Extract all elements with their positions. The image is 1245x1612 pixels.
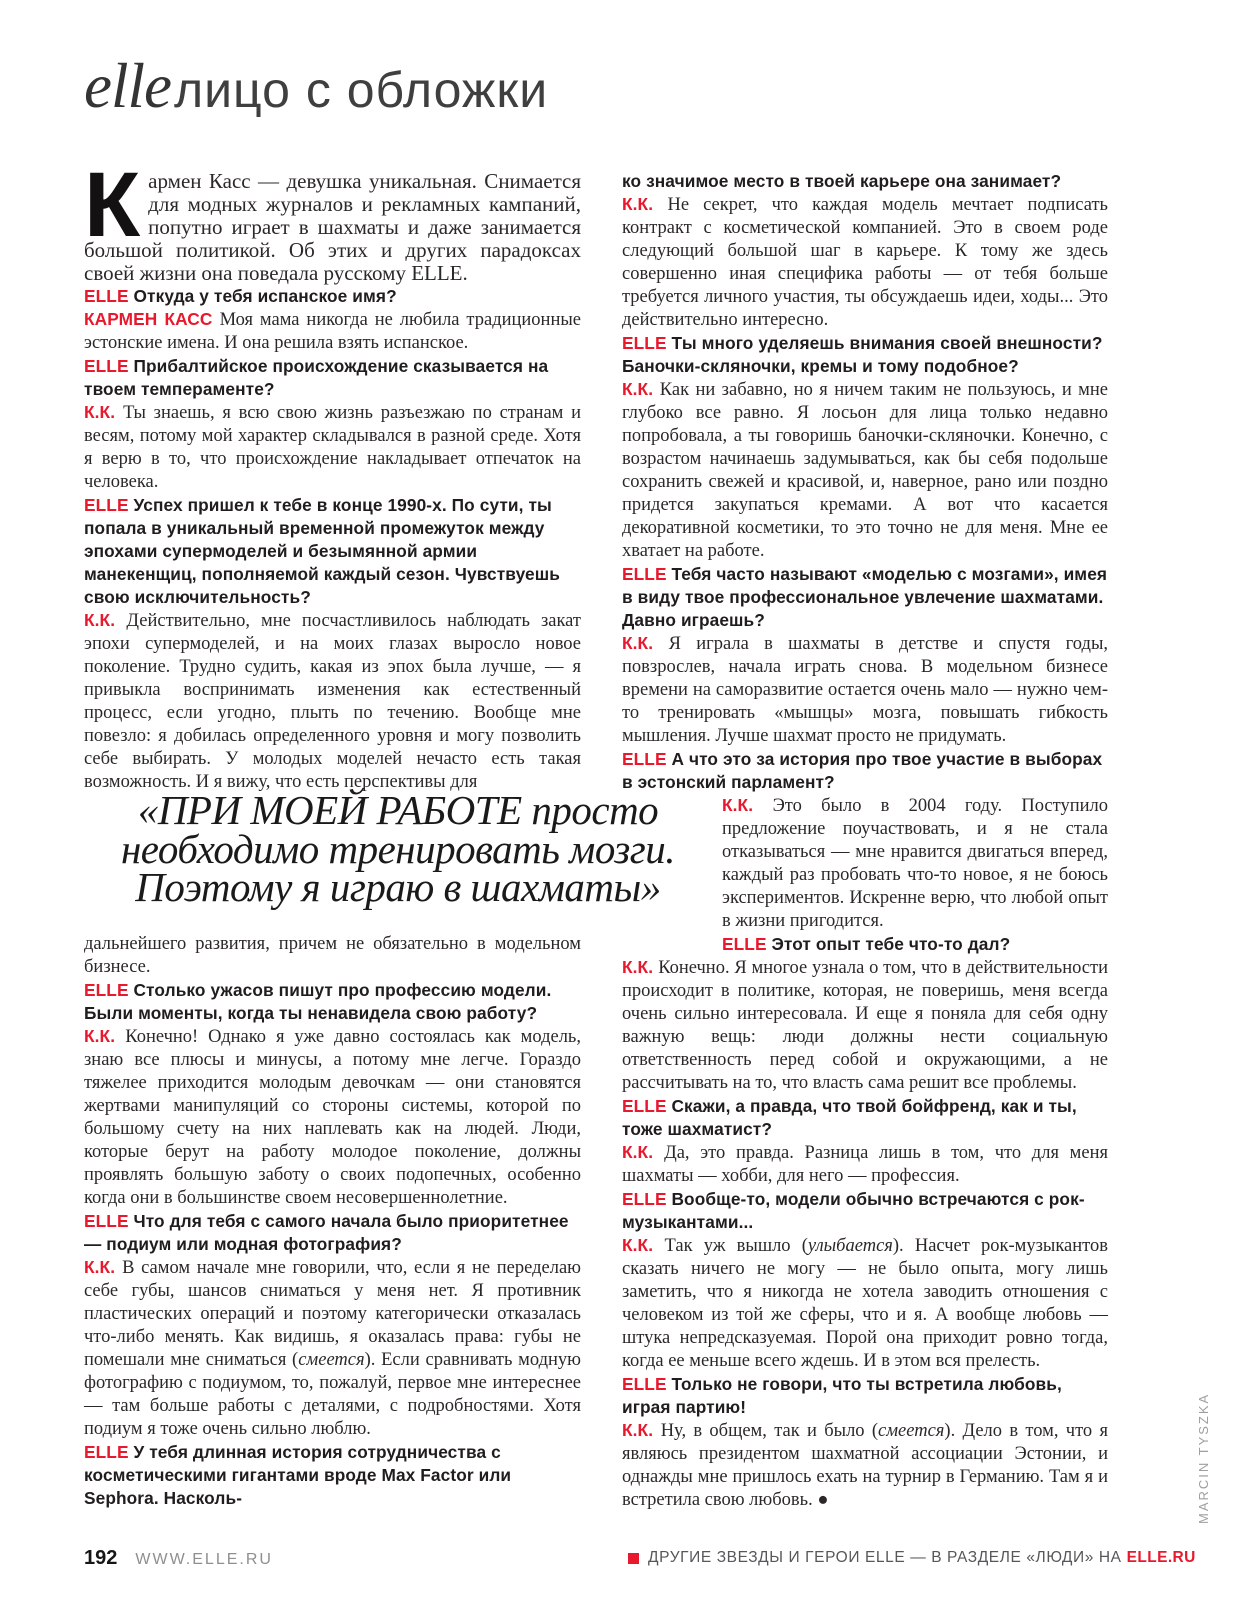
interview-answer: К.К. Да, это правда. Разница лишь в том, что для меня шахматы — хобби, для него — профессия. — [622, 1142, 1108, 1186]
interview-answer: К.К. Действительно, мне посчастливилось наблюдать закат эпохи супермоделей, и на моих глазах выросло новое поколение. Трудно судить, какая из эпох была лучше, — я привыкла воспринимать изменения как естественный процесс, если угодно, плыть по течению. Вообще мне повезло: я добилась определенного уровня и могу позволить себе выбирать. У молодых моделей нечасто есть такая возможность. И я вижу, что есть перспективы для — [84, 610, 582, 792]
speaker-label: ELLE — [622, 1374, 672, 1394]
interview-question: ELLE Ты много уделяешь внимания своей внешности? Баночки-скляночки, кремы и тому подобное? — [622, 333, 1103, 376]
page-number: 192 — [84, 1547, 118, 1569]
speaker-label: К.К. — [622, 633, 669, 653]
interview-question: ELLE Тебя часто называют «моделью с мозгами», имея в виду твое профессиональное увлечение шахматами. Давно играешь? — [622, 564, 1108, 630]
speaker-label: К.К. — [722, 795, 773, 815]
speaker-label: ELLE — [622, 1189, 672, 1209]
speaker-label: К.К. — [84, 402, 124, 422]
left-column-top — [84, 154, 582, 794]
speaker-label: К.К. — [622, 194, 668, 214]
speaker-label: ELLE — [84, 356, 134, 376]
speaker-label: К.К. — [84, 1026, 126, 1046]
intro-paragraph — [84, 154, 581, 285]
interview-question: ELLE Вообще-то, модели обычно встречаются с рок-музыкантами... — [622, 1189, 1085, 1232]
interview-answer: К.К. Не секрет, что каждая модель мечтает подписать контракт с косметической компанией. Это в своем роде следующий большой шаг в карьере. К тому же здесь совершенно иная специфика работы — от тебя больше требуется личного участия, ты обсуждаешь идеи, ходы... Это действительно интересно. — [622, 194, 1108, 330]
speaker-label: К.К. — [84, 610, 127, 630]
speaker-label: ELLE — [84, 495, 134, 515]
promo-text: ДРУГИЕ ЗВЕЗДЫ И ГЕРОИ ELLE — В РАЗДЕЛЕ «ЛЮДИ» НА — [648, 1549, 1122, 1566]
speaker-label: КАРМЕН КАСС — [84, 309, 220, 329]
right-column — [622, 170, 1108, 1512]
interview-answer: дальнейшего развития, причем не обязательно в модельном бизнесе. — [84, 934, 581, 977]
speaker-label: ELLE — [622, 749, 672, 769]
interview-answer: К.К. Так уж вышло (улыбается). Насчет рок-музыкантов сказать ничего не могу — не было опыта, могу лишь заметить, что я никогда не хотела заводить отношения с человеком из той же сферы, что и я. А вообще любовь — штука непредсказуемая. Порой она приходит ровно тогда, когда ее меньше всего ждешь. И в этом вся прелесть. — [622, 1235, 1108, 1371]
speaker-label: К.К. — [622, 1420, 661, 1440]
page-header — [84, 50, 548, 123]
qa-block-left-top — [84, 285, 581, 794]
pull-quote-line: Поэтому я играю в шахматы» — [135, 864, 661, 910]
elle-logo: elle — [84, 51, 171, 121]
speaker-label: ELLE — [622, 564, 672, 584]
intro-text: армен Касс — девушка уникальная. Снимается для модных журналов и рекламных кампаний, попутно играет в шахматы и даже занимается большой политикой. Об этих и других парадоксах своей жизни она поведала русскому ELLE. — [84, 169, 581, 285]
speaker-label: ELLE — [84, 1442, 134, 1462]
site-url: WWW.ELLE.RU — [135, 1551, 273, 1568]
interview-question: ELLE Только не говори, что ты встретила любовь, играя партию! — [622, 1374, 1062, 1417]
interview-question: ELLE Что для тебя с самого начала было приоритетнее — подиум или модная фотография? — [84, 1211, 569, 1254]
speaker-label: К.К. — [622, 957, 659, 977]
qa-block-right — [622, 170, 1108, 1512]
interview-question: ELLE Откуда у тебя испанское имя? — [84, 286, 397, 306]
interview-answer: К.К. Это было в 2004 году. Поступило предложение поучаствовать, и я не стала отказываться — мне нравится двигаться вперед, каждый раз пробовать что-то новое, я не боюсь экспериментов. Искренне верю, что любой опыт в жизни пригодится. — [722, 795, 1108, 931]
speaker-label: ELLE — [84, 980, 134, 1000]
speaker-label: К.К. — [622, 1235, 665, 1255]
red-square-bullet — [628, 1553, 639, 1564]
qa-block-left-bottom — [84, 933, 581, 1510]
interview-answer: К.К. В самом начале мне говорили, что, если я не переделаю себе губы, шансов сниматься у меня нет. Я противник пластических операций и поэтому категорически отказалась что-либо менять. Как видишь, я оказалась права: губы не помешали мне сниматься (смеется). Если сравнивать модную фотографию с подиумом, то, пожалуй, первое мне интереснее — там больше работы с деталями, с подробностями. Хотя подиум я тоже очень сильно люблю. — [84, 1257, 581, 1439]
pull-quote-line: «ПРИ МОЕЙ РАБОТЕ просто — [137, 787, 659, 833]
interview-question: ELLE Столько ужасов пишут про профессию модели. Были моменты, когда ты ненавидела свою работу? — [84, 980, 552, 1023]
section-title: лицо с обложки — [173, 62, 549, 118]
speaker-label: К.К. — [622, 379, 660, 399]
interview-answer: К.К. Как ни забавно, но я ничем таким не пользуюсь, и мне глубоко все равно. Я лосьон для лица только недавно попробовала, а ты говоришь баночки-скляночки. Конечно, с возрастом начинаешь задумываться, как бы себя подольше сохранить свежей и красивой, и, наверное, рано или поздно придется закупаться кремами. А вот что касается декоративной косметики, то это точно не для меня. Мне ее хватает на работе. — [622, 379, 1109, 561]
speaker-label: К.К. — [622, 1142, 665, 1162]
speaker-label: ELLE — [622, 1096, 672, 1116]
photographer-credit: MARCIN TYSZKA — [1196, 1392, 1211, 1524]
interview-answer: К.К. Я играла в шахматы в детстве и спустя годы, повзрослев, начала играть снова. В модельном бизнесе времени на саморазвитие остается очень мало — нужно чем-то тренировать «мышцы» мозга, повышать гибкость мышления. Лучше шахмат просто не придумать. — [622, 633, 1108, 746]
interview-question: ELLE А что это за история про твое участие в выборах в эстонский парламент? — [622, 749, 1103, 792]
footer-left — [84, 1547, 273, 1570]
speaker-label: ELLE — [622, 333, 672, 353]
footer-promo — [628, 1549, 1196, 1567]
interview-question: ELLE Скажи, а правда, что твой бойфренд, как и ты, тоже шахматист? — [622, 1096, 1077, 1139]
interview-question: ELLE Прибалтийское происхождение сказывается на твоем темпераменте? — [84, 356, 549, 399]
speaker-label: ELLE — [722, 934, 772, 954]
interview-question: ко значимое место в твоей карьере она занимает? — [622, 171, 1062, 191]
interview-answer: К.К. Конечно! Однако я уже давно состоялась как модель, знаю все плюсы и минусы, а потому мне легче. Гораздо тяжелее приходится молодым девочкам — они становятся жертвами манипуляций со стороны системы, которой по большому счету на них наплевать как на людей. Люди, которые берут на работу молодое поколение, должны проявлять большую заботу о своих подопечных, особенно когда они в большинстве своем несовершеннолетние. — [84, 1026, 581, 1208]
speaker-label: К.К. — [84, 1257, 123, 1277]
interview-answer: К.К. Ну, в общем, так и было (смеется). Дело в том, что я являюсь президентом шахматной ассоциации Эстонии, и однажды мне пришлось ехать на турнир в Германию. Там я и встретила свою любовь. ● — [622, 1420, 1108, 1510]
speaker-label: ELLE — [84, 1211, 134, 1231]
interview-question: ELLE Этот опыт тебе что-то дал? — [722, 934, 1011, 954]
promo-link: ELLE.RU — [1126, 1549, 1196, 1566]
pull-quote — [84, 787, 712, 910]
interview-answer: К.К. Конечно. Я многое узнала о том, что в действительности происходит в политике, которая, не поверишь, меня всегда очень сильно интересовала. И еще я поняла для себя одну важную вещь: люди должны нести социальную ответственность перед собой и окружающими, а не рассчитывать на то, что власть сама решит все проблемы. — [622, 957, 1108, 1093]
interview-answer: К.К. Ты знаешь, я всю свою жизнь разъезжаю по странам и весям, потому мой характер складывался в разной среде. Хотя я верю в то, что происхождение накладывает отпечаток на человека. — [84, 402, 582, 492]
pull-quote-line: необходимо тренировать мозги. — [120, 825, 676, 872]
interview-question: ELLE У тебя длинная история сотрудничества с косметическими гигантами вроде Max Factor или Sephora. Насколь- — [84, 1442, 512, 1508]
interview-question: ELLE Успех пришел к тебе в конце 1990-х. По сути, ты попала в уникальный временной промежуток между эпохами супермоделей и безымянной армии манекенщиц, пополняемой каждый сезон. Чувствуешь свою исключительность? — [84, 495, 560, 607]
interview-answer: КАРМЕН КАСС Моя мама никогда не любила традиционные эстонские имена. И она решила взять испанское. — [84, 309, 581, 353]
speaker-label: ELLE — [84, 286, 134, 306]
left-column-bottom — [84, 933, 581, 1510]
drop-cap: К — [84, 154, 141, 256]
